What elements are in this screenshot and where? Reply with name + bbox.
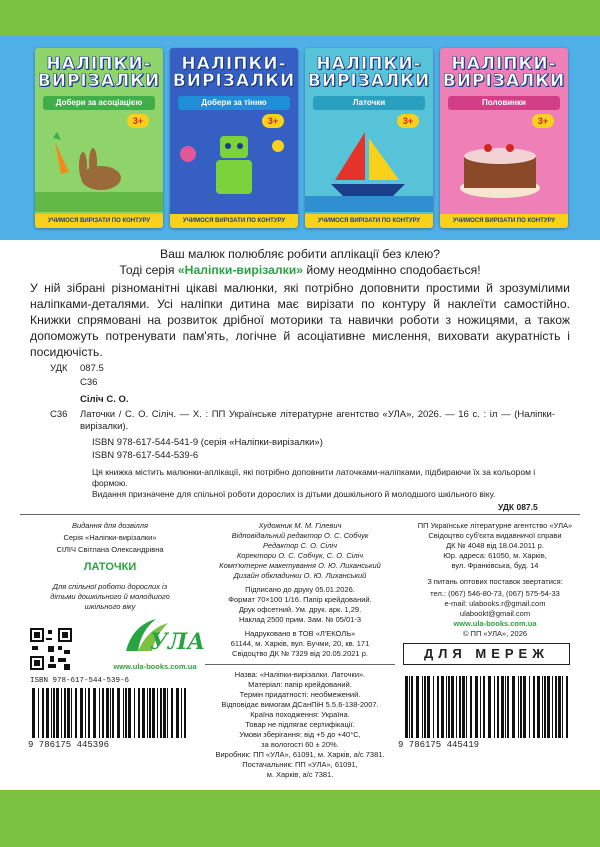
printer-certificate: Свідоцтво ДК № 7329 від 20.05.2021 р. bbox=[232, 649, 368, 658]
barcode-bar bbox=[409, 676, 410, 738]
divider bbox=[20, 514, 580, 515]
barcode-bar bbox=[112, 688, 114, 738]
annotation: Ця книжка містить малюнки-аплікації, які потрібно доповнити латочками-наліпками, підбираючи їх за кольором і формою. bbox=[92, 467, 536, 488]
isbn-book: ISBN 978-617-544-539-6 bbox=[92, 450, 199, 461]
barcode-bar bbox=[446, 676, 447, 738]
barcode-bar bbox=[42, 688, 44, 738]
barcode-bar bbox=[157, 688, 158, 738]
barcode-bar bbox=[405, 676, 408, 738]
barcode-bar bbox=[475, 676, 478, 738]
series-name: «Наліпки-вирізалки» bbox=[177, 263, 304, 277]
series-line: Серія «Наліпки-вирізалки» bbox=[63, 533, 157, 542]
product-certification: Товар не підлягає сертифікації. bbox=[245, 720, 355, 729]
phones: тел.: (067) 546-80-73, (067) 575-54-33 bbox=[430, 589, 560, 598]
sailboat-icon bbox=[305, 132, 433, 212]
cover-footer: УЧИМОСЯ ВИРІЗАТИ ПО КОНТУРУ bbox=[170, 214, 298, 228]
rabbit-carrot-icon bbox=[35, 132, 163, 212]
barcode-bar bbox=[106, 688, 109, 738]
barcode-bar bbox=[123, 688, 124, 738]
barcode-bar bbox=[102, 688, 104, 738]
proofreaders: Коректори О. С. Собчук, С. О. Сіліч bbox=[236, 551, 364, 560]
barcode-bar bbox=[505, 676, 506, 738]
barcode-bar bbox=[562, 676, 563, 738]
barcode-bar bbox=[184, 688, 186, 738]
barcode-bar bbox=[512, 676, 515, 738]
audience: Для спільної роботи дорослих із дітьми дошкільного й молодшого шкільного віку bbox=[50, 582, 170, 611]
barcode-bar bbox=[529, 676, 530, 738]
cake-icon bbox=[440, 132, 568, 212]
cover-footer: УЧИМОСЯ ВИРІЗАТИ ПО КОНТУРУ bbox=[305, 214, 433, 228]
responsible-editor: Відповідальний редактор О. С. Собчук bbox=[231, 531, 369, 540]
barcode-bar bbox=[437, 676, 439, 738]
cover-brand: НАЛІПКИ-ВИРІЗАЛКИ bbox=[37, 54, 161, 91]
age-badge: 3+ bbox=[532, 114, 554, 128]
product-material: Матеріал: папір крейдований. bbox=[248, 680, 352, 689]
email-2[interactable]: ulabookt@gmail.com bbox=[459, 609, 531, 618]
publisher-address: Юр. адреса: 61050, м. Харків, bbox=[443, 551, 547, 560]
email-1[interactable]: e-mail: ulabooks.r@gmail.com bbox=[444, 599, 546, 608]
barcode-bar bbox=[448, 676, 450, 738]
barcode-bar bbox=[56, 688, 59, 738]
barcode-bar bbox=[552, 676, 553, 738]
product-name: Назва: «Наліпки-вирізалки. Латочки». bbox=[234, 670, 366, 679]
storage-humidity: за вологості 60 ± 20%. bbox=[261, 740, 339, 749]
barcode-bar bbox=[555, 676, 557, 738]
age-badge: 3+ bbox=[262, 114, 284, 128]
qr-code-icon bbox=[30, 628, 72, 670]
barcode-bar bbox=[51, 688, 52, 738]
barcode-bar bbox=[138, 688, 140, 738]
barcode-bar bbox=[537, 676, 540, 738]
intro-line-1: Ваш малюк полюбляє робити аплікації без клею? bbox=[159, 247, 441, 261]
supplier: Постачальник: ПП «УЛА», 61091, bbox=[242, 760, 358, 769]
barcode-bar bbox=[32, 688, 35, 738]
barcode-bar bbox=[88, 688, 90, 738]
edition-type: Видання для дозвілля bbox=[71, 521, 149, 530]
barcode-bar bbox=[520, 676, 522, 738]
barcode-left bbox=[30, 688, 190, 738]
isbn-series: ISBN 978-617-544-541-9 (серія «Наліпки-вирізалки») bbox=[92, 437, 323, 448]
barcode-bar bbox=[142, 688, 145, 738]
barcode-bar bbox=[110, 688, 111, 738]
artist: Художник М. М. Гілевич bbox=[258, 521, 342, 530]
barcode-bar bbox=[80, 688, 83, 738]
catalog-author: Сіліч С. О. bbox=[80, 394, 129, 405]
product-origin: Країна походження: Україна. bbox=[250, 710, 350, 719]
product-shelf-life: Термін придатності: необмежений. bbox=[239, 690, 361, 699]
cover-footer: УЧИМОСЯ ВИРІЗАТИ ПО КОНТУРУ bbox=[440, 214, 568, 228]
wholesale-contact: З питань оптових поставок звертатися: bbox=[427, 577, 563, 586]
barcode-bar bbox=[433, 676, 434, 738]
barcode-bar bbox=[71, 688, 72, 738]
publisher: ПП Українське літературне агентство «УЛА» bbox=[417, 521, 573, 530]
barcode-bar bbox=[53, 688, 55, 738]
site-link[interactable]: www.ula-books.com.ua bbox=[113, 662, 197, 671]
for-networks-label: ДЛЯ МЕРЕЖ bbox=[403, 643, 570, 665]
storage-conditions: Умови зберігання: від +5 до +40°С, bbox=[239, 730, 361, 739]
bottom-green-band bbox=[0, 790, 600, 847]
barcode-bar bbox=[466, 676, 467, 738]
barcode-bar bbox=[134, 688, 135, 738]
barcode-bar bbox=[470, 676, 472, 738]
copyright: © ПП «УЛА», 2026 bbox=[462, 629, 528, 638]
intro-paragraph: У ній зібрані різноманітні цікаві малюнки, які потрібно доповнити простими й зрозумілими наліпками-деталями. Усі наліпки дитина має вирізати по контуру й наклеїти самостійно. Книжки спрямовані на розвиток дрібної моторики та навички роботи з ножицями, а також допоможуть потренувати пам'ять, логічне й асоціативне мислення, виховати акуратність і посидючість. bbox=[30, 281, 570, 359]
barcode-bar bbox=[456, 676, 457, 738]
purpose: Видання призначене для спільної роботи дорослих із дітьми дошкільного й молодшого шкільного віку. bbox=[92, 489, 496, 499]
barcode-bar bbox=[46, 688, 49, 738]
barcode-right bbox=[403, 676, 573, 738]
barcode-bar bbox=[416, 676, 419, 738]
barcode-bar bbox=[533, 676, 535, 738]
barcode-right-digits: 9 786175 445419 bbox=[398, 740, 480, 750]
barcode-bar bbox=[566, 676, 568, 738]
manufacturer: Виробник: ПП «УЛА», 61091, м. Харків, а/с 7381. bbox=[215, 750, 385, 759]
logo-text: УЛА bbox=[150, 629, 206, 655]
divider-mid bbox=[205, 664, 395, 665]
barcode-bar bbox=[64, 688, 66, 738]
barcode-bar bbox=[171, 688, 173, 738]
barcode-bar bbox=[128, 688, 131, 738]
printer: Надруковано в ТОВ «Л'ЕКОЛЬ» bbox=[244, 629, 356, 638]
cover-designer: Дизайн обкладинки О. Ю. Лиханський bbox=[233, 571, 367, 580]
layout-designer: Комп'ютерне макетування О. Ю. Лиханський bbox=[219, 561, 381, 570]
barcode-bar bbox=[459, 676, 461, 738]
barcode-bar bbox=[181, 688, 182, 738]
barcode-bar bbox=[125, 688, 127, 738]
barcode-bar bbox=[67, 688, 70, 738]
cover-subtitle: Добери за асоціацією bbox=[43, 96, 155, 110]
barcode-bar bbox=[480, 676, 481, 738]
barcode-bar bbox=[547, 676, 550, 738]
barcode-bar bbox=[38, 688, 39, 738]
barcode-bar bbox=[75, 688, 77, 738]
barcode-bar bbox=[441, 676, 444, 738]
publisher-cert-no: ДК № 4048 від 18.04.2011 р. bbox=[446, 541, 544, 550]
cover-subtitle: Латочки bbox=[313, 96, 425, 110]
printer-address: 61144, м. Харків, вул. Бучми, 20, кв. 171 bbox=[230, 639, 370, 648]
barcode-bar bbox=[427, 676, 430, 738]
barcode-bar bbox=[85, 688, 86, 738]
barcode-bar bbox=[93, 688, 96, 738]
barcode-bar bbox=[544, 676, 546, 738]
publisher-cert: Свідоцтво суб'єкта видавничої справи bbox=[428, 531, 562, 540]
barcode-bar bbox=[61, 688, 62, 738]
barcode-bar bbox=[411, 676, 413, 738]
barcode-bar bbox=[176, 688, 179, 738]
barcode-bar bbox=[507, 676, 509, 738]
cover-shadow bbox=[170, 48, 298, 228]
barcode-bar bbox=[424, 676, 426, 738]
barcode-bar bbox=[558, 676, 561, 738]
catalog-entry: Латочки / С. О. Сіліч. — Х. : ПП Українське літературне агентство «УЛА», 2026. — 16 с. : іл — (Наліпки-вирізалки). bbox=[80, 409, 555, 432]
udk-label: УДК bbox=[50, 363, 68, 374]
cover-brand: НАЛІПКИ-ВИРІЗАЛКИ bbox=[172, 54, 296, 91]
isbn-barcode-label: ISBN 978-617-544-539-6 bbox=[30, 677, 130, 685]
cover-association bbox=[35, 48, 163, 228]
editor: Редактор С. О. Сіліч bbox=[263, 541, 337, 550]
barcode-bar bbox=[542, 676, 543, 738]
top-blue-stripe bbox=[0, 36, 600, 40]
barcode-bar bbox=[518, 676, 519, 738]
barcode-bar bbox=[462, 676, 465, 738]
barcode-bar bbox=[152, 688, 155, 738]
barcode-bar bbox=[494, 676, 495, 738]
cover-footer: УЧИМОСЯ ВИРІЗАТИ ПО КОНТУРУ bbox=[35, 214, 163, 228]
intro-line-2: Тоді серія «Наліпки-вирізалки» йому неодмінно сподобається! bbox=[119, 263, 481, 277]
publisher-street: вул. Франківська, буд. 14 bbox=[451, 561, 539, 570]
barcode-bar bbox=[497, 676, 499, 738]
cover-subtitle: Половинки bbox=[448, 96, 560, 110]
cover-brand: НАЛІПКИ-ВИРІЗАЛКИ bbox=[307, 54, 431, 91]
barcode-bar bbox=[501, 676, 504, 738]
circulation: Наклад 2500 прим. Зам. № 05/01-3 bbox=[238, 615, 362, 624]
cover-subtitle: Добери за тінню bbox=[178, 96, 290, 110]
barcode-bar bbox=[147, 688, 148, 738]
print-type: Друк офсетний. Ум. друк. арк. 1,29. bbox=[238, 605, 362, 614]
barcode-bar bbox=[117, 688, 120, 738]
ula-logo bbox=[120, 615, 206, 663]
barcode-bar bbox=[160, 688, 162, 738]
book-title: ЛАТОЧКИ bbox=[83, 561, 137, 573]
format: Формат 70×100 1/16. Папір крейдований. bbox=[228, 595, 372, 604]
supplier-address: м. Харків, а/с 7381. bbox=[266, 770, 334, 779]
cover-patches bbox=[305, 48, 433, 228]
robot-icon bbox=[170, 132, 298, 212]
product-standard: Відповідає вимогам ДСанПіН 5.5.6-138-2007. bbox=[221, 700, 379, 709]
author-full: СІЛІЧ Світлана Олександрівна bbox=[56, 545, 164, 554]
cover-brand: НАЛІПКИ-ВИРІЗАЛКИ bbox=[442, 54, 566, 91]
top-green-band bbox=[0, 0, 600, 40]
barcode-bar bbox=[149, 688, 151, 738]
cover-halves bbox=[440, 48, 568, 228]
publisher-site[interactable]: www.ula-books.com.ua bbox=[453, 619, 537, 628]
udk-value: 087.5 bbox=[80, 363, 104, 374]
barcode-bar bbox=[422, 676, 423, 738]
catalog-code: С36 bbox=[80, 377, 98, 388]
barcode-bar bbox=[483, 676, 485, 738]
udk-right: УДК 087.5 bbox=[498, 502, 538, 512]
barcode-bar bbox=[451, 676, 454, 738]
barcode-bar bbox=[167, 688, 168, 738]
barcode-bar bbox=[163, 688, 166, 738]
barcode-bar bbox=[488, 676, 491, 738]
signed-date: Підписано до друку 05.01.2026. bbox=[245, 585, 355, 594]
barcode-bar bbox=[99, 688, 100, 738]
barcode-left-digits: 9 786175 445396 bbox=[28, 740, 110, 750]
age-badge: 3+ bbox=[127, 114, 149, 128]
age-badge: 3+ bbox=[397, 114, 419, 128]
catalog-code-left: С36 bbox=[50, 409, 68, 420]
barcode-bar bbox=[523, 676, 526, 738]
